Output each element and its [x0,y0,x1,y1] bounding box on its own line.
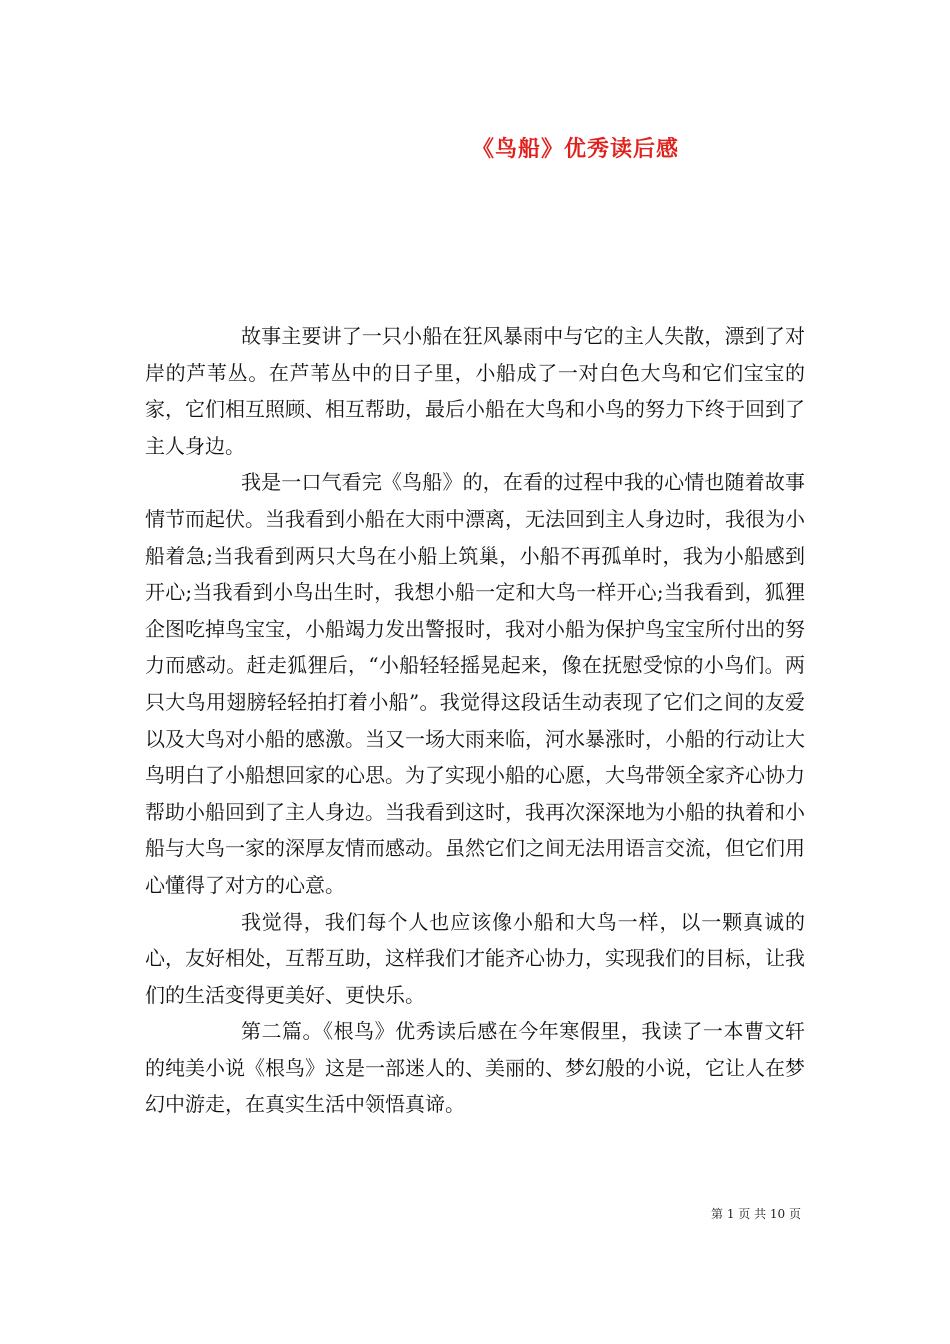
paragraph-feelings: 我是一口气看完《鸟船》的，在看的过程中我的心情也随着故事情节而起伏。当我看到小船在大雨中漂离，无法回到主人身边时，我很为小船着急;当我看到两只大鸟在小船上筑巢，小船不再孤单时，我为小船感到开心;当我看到小鸟出生时，我想小船一定和大鸟一样开心;当我看到，狐狸企图吃掉鸟宝宝，小船竭力发出警报时，我对小船为保护鸟宝宝所付出的努力而感动。赶走狐狸后，“小船轻轻摇晃起来，像在抚慰受惊的小鸟们。两只大鸟用翅膀轻轻拍打着小船”。我觉得这段话生动表现了它们之间的友爱以及大鸟对小船的感激。当又一场大雨来临，河水暴涨时，小船的行动让大鸟明白了小船想回家的心思。为了实现小船的心愿，大鸟带领全家齐心协力帮助小船回到了主人身边。当我看到这时，我再次深深地为小船的执着和小船与大鸟一家的深厚友情而感动。虽然它们之间无法用语言交流，但它们用心懂得了对方的心意。 [145,470,805,897]
paragraph-summary: 故事主要讲了一只小船在狂风暴雨中与它的主人失散，漂到了对岸的芦苇丛。在芦苇丛中的日子里，小船成了一对白色大鸟和它们宝宝的家，它们相互照顾、相互帮助，最后小船在大鸟和小鸟的努力下终于回到了主人身边。 [145,324,805,458]
document-title: 《鸟船》优秀读后感 [472,136,680,162]
page-number-footer: 第 1 页 共 10 页 [711,1207,801,1221]
paragraph-conclusion: 我觉得，我们每个人也应该像小船和大鸟一样，以一颗真诚的心，友好相处，互帮互助，这样我们才能齐心协力，实现我们的目标，让我们的生活变得更美好、更快乐。 [145,909,805,1007]
document-body [145,318,805,1123]
paragraph-second-article: 第二篇。《根鸟》优秀读后感在今年寒假里，我读了一本曹文轩的纯美小说《根鸟》这是一部迷人的、美丽的、梦幻般的小说，它让人在梦幻中游走，在真实生活中领悟真谛。 [145,1019,805,1117]
